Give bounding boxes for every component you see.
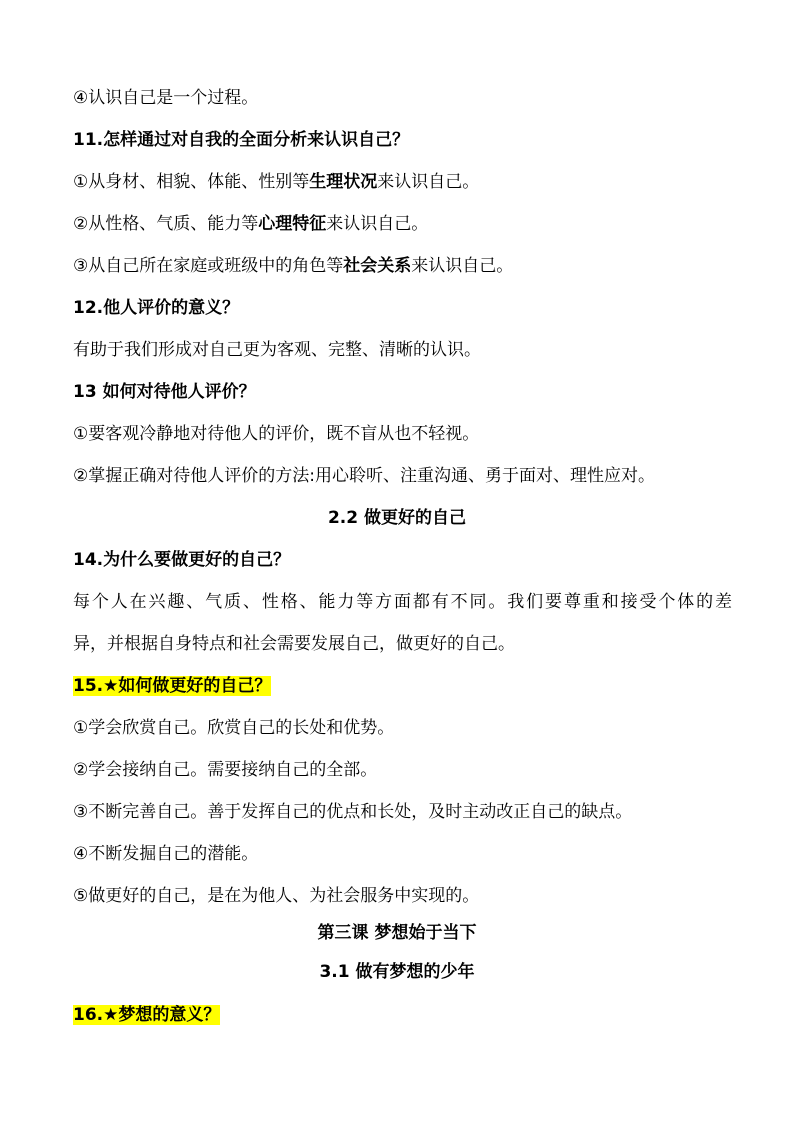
question-16	[73, 1003, 732, 1027]
section-heading-3-1: 3.1 做有梦想的少年	[319, 962, 475, 982]
question-16-highlight: 16.★梦想的意义？	[73, 1005, 221, 1025]
answer-11-item-3-pre: ③从自己所在家庭或班级中的角色等	[73, 256, 344, 276]
answer-15-item-5: ⑤做更好的自己，是在为他人、为社会服务中实现的。	[73, 886, 480, 906]
answer-11-item-1-post: 来认识自己。	[377, 172, 480, 192]
keyword-physiological: 生理状况	[309, 172, 378, 192]
answer-14-line-2: 异，并根据自身特点和社会需要发展自己，做更好的自己。	[73, 634, 515, 654]
question-11: 11.怎样通过对自我的全面分析来认识自己？	[73, 130, 410, 150]
answer-15-item-3: ③不断完善自己。善于发挥自己的优点和长处，及时主动改正自己的缺点。	[73, 802, 633, 822]
answer-11-item-1	[73, 170, 732, 194]
answer-13-item-2: ②掌握正确对待他人评价的方法:用心聆听、注重沟通、勇于面对、理性应对。	[73, 466, 655, 486]
answer-12: 有助于我们形成对自己更为客观、完整、清晰的认识。	[73, 340, 481, 360]
answer-11-item-2-post: 来认识自己。	[326, 214, 429, 234]
keyword-social: 社会关系	[343, 256, 412, 276]
question-12: 12.他人评价的意义？	[73, 298, 240, 318]
question-14: 14.为什么要做更好的自己？	[73, 550, 291, 570]
lesson-3-title: 第三课 梦想始于当下	[317, 923, 477, 943]
point-4-text: ④认识自己是一个过程。	[73, 88, 259, 108]
answer-11-item-3	[73, 254, 732, 278]
answer-15-item-4: ④不断发掘自己的潜能。	[73, 844, 259, 864]
answer-11-item-2	[73, 212, 732, 236]
answer-11-item-2-pre: ②从性格、气质、能力等	[73, 214, 259, 234]
section-heading-2-2: 2.2 做更好的自己	[327, 508, 467, 528]
question-15	[73, 674, 732, 698]
answer-11-item-3-post: 来认识自己。	[411, 256, 514, 276]
answer-15-item-2: ②学会接纳自己。需要接纳自己的全部。	[73, 760, 378, 780]
answer-14-line-1: 每个人在兴趣、气质、性格、能力等方面都有不同。我们要尊重和接受个体的差	[73, 592, 732, 612]
answer-13-item-1: ①要客观冷静地对待他人的评价，既不盲从也不轻视。	[73, 424, 480, 444]
question-13: 13 如何对待他人评价？	[73, 382, 256, 402]
answer-15-item-1: ①学会欣赏自己。欣赏自己的长处和优势。	[73, 718, 395, 738]
keyword-psychological: 心理特征	[258, 214, 327, 234]
answer-11-item-1-pre: ①从身材、相貌、体能、性别等	[73, 172, 310, 192]
question-15-highlight: 15.★如何做更好的自己？	[73, 676, 272, 696]
